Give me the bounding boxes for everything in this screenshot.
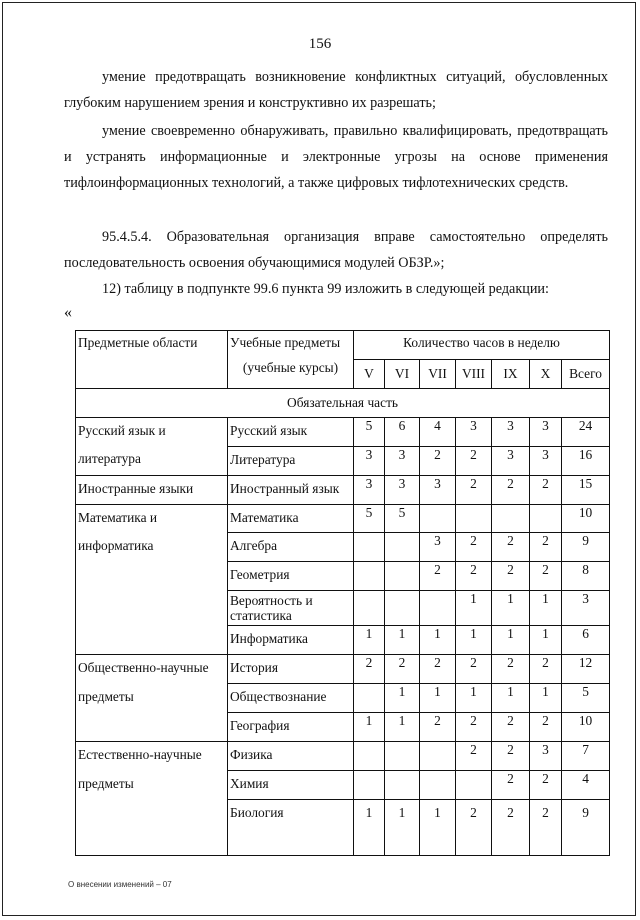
subject-cell: Иностранный язык (228, 475, 354, 504)
hours-cell: 3 (420, 475, 456, 504)
hours-cell: 2 (492, 799, 530, 855)
header-subjects-line2: (учебные курсы) (242, 360, 339, 375)
hours-cell: 1 (492, 626, 530, 655)
hours-cell (354, 533, 385, 562)
total-cell: 16 (562, 446, 610, 475)
subject-cell: Физика (228, 742, 354, 771)
hours-cell (385, 533, 420, 562)
hours-cell: 2 (530, 475, 562, 504)
grade-header: VII (420, 359, 456, 388)
hours-cell: 2 (385, 655, 420, 684)
area-foreign-languages: Иностранные языки (76, 475, 228, 504)
section-mandatory: Обязательная часть (76, 388, 610, 417)
hours-cell (420, 771, 456, 800)
hours-cell: 2 (530, 655, 562, 684)
subject-cell: Вероятность и статистика (228, 591, 354, 626)
table-row (76, 446, 610, 475)
total-cell: 9 (562, 533, 610, 562)
subject-cell: Химия (228, 771, 354, 800)
hours-cell: 1 (530, 684, 562, 713)
hours-cell: 2 (530, 533, 562, 562)
table-row (76, 626, 610, 655)
hours-cell: 3 (530, 742, 562, 771)
subject-cell: Обществознание (228, 684, 354, 713)
hours-cell: 3 (492, 446, 530, 475)
hours-cell: 2 (456, 533, 492, 562)
subject-cell: Информатика (228, 626, 354, 655)
hours-cell: 2 (420, 713, 456, 742)
hours-cell: 3 (385, 446, 420, 475)
hours-cell: 4 (420, 417, 456, 446)
total-cell: 15 (562, 475, 610, 504)
total-cell: 10 (562, 713, 610, 742)
total-cell: 24 (562, 417, 610, 446)
hours-cell: 2 (456, 799, 492, 855)
hours-cell (420, 504, 456, 533)
hours-cell (354, 742, 385, 771)
hours-cell: 1 (354, 626, 385, 655)
grade-header-total: Всего (562, 359, 610, 388)
hours-cell: 2 (456, 475, 492, 504)
hours-cell (354, 771, 385, 800)
hours-cell: 1 (456, 591, 492, 626)
table-row (76, 562, 610, 591)
hours-cell: 5 (354, 504, 385, 533)
header-subjects-line1: Учебные предметы (230, 335, 341, 350)
subject-cell: Алгебра (228, 533, 354, 562)
hours-cell: 2 (420, 446, 456, 475)
hours-cell (492, 504, 530, 533)
hours-cell: 3 (385, 475, 420, 504)
area-spacer (76, 626, 228, 655)
hours-cell: 2 (530, 771, 562, 800)
hours-cell (420, 591, 456, 626)
page-number: 156 (308, 36, 332, 52)
total-cell: 8 (562, 562, 610, 591)
hours-cell: 2 (456, 742, 492, 771)
area-spacer (76, 591, 228, 626)
hours-cell: 3 (530, 446, 562, 475)
grade-header: VIII (456, 359, 492, 388)
subject-cell: Биология (228, 799, 354, 855)
table-row (76, 504, 610, 533)
hours-cell: 1 (492, 591, 530, 626)
hours-cell: 3 (420, 533, 456, 562)
area-social: Общественно-научные (76, 655, 228, 684)
paragraph-threat-skills (64, 118, 608, 196)
hours-cell (385, 591, 420, 626)
hours-cell: 2 (530, 713, 562, 742)
hours-cell: 3 (492, 417, 530, 446)
hours-cell: 1 (354, 713, 385, 742)
hours-cell: 2 (492, 533, 530, 562)
subject-cell: Геометрия (228, 562, 354, 591)
hours-cell: 1 (492, 684, 530, 713)
area-math: Математика и (76, 504, 228, 533)
subject-cell: Математика (228, 504, 354, 533)
total-cell: 3 (562, 591, 610, 626)
hours-cell (385, 771, 420, 800)
hours-cell: 1 (385, 799, 420, 855)
grade-header: V (354, 359, 385, 388)
paragraph-item-12 (64, 276, 608, 302)
table-row (76, 591, 610, 626)
hours-cell: 1 (420, 684, 456, 713)
hours-cell: 2 (492, 742, 530, 771)
hours-cell: 1 (530, 591, 562, 626)
table-row (76, 475, 610, 504)
hours-cell: 1 (354, 799, 385, 855)
area-russian-cont: литература (76, 446, 228, 475)
total-cell: 10 (562, 504, 610, 533)
header-subjects (228, 331, 354, 389)
hours-cell: 3 (354, 446, 385, 475)
hours-cell (354, 684, 385, 713)
hours-cell (385, 562, 420, 591)
hours-cell (385, 742, 420, 771)
table-row (76, 655, 610, 684)
total-cell: 12 (562, 655, 610, 684)
hours-cell: 1 (420, 626, 456, 655)
hours-cell: 2 (492, 655, 530, 684)
curriculum-table (75, 330, 610, 856)
table-row (76, 799, 610, 855)
hours-cell: 2 (530, 562, 562, 591)
area-spacer (76, 562, 228, 591)
hours-cell: 6 (385, 417, 420, 446)
paragraph-text: 95.4.5.4. Образовательная организация вправе самостоятельно определять последовательность освоения обучающимися модулей ОБЗР.»; (64, 229, 608, 271)
area-science: Естественно-научные (76, 742, 228, 771)
header-hours: Количество часов в неделю (354, 331, 610, 360)
opening-quote: « (64, 304, 72, 321)
hours-cell (530, 504, 562, 533)
hours-cell: 3 (456, 417, 492, 446)
paragraph-text: умение предотвращать возникновение конфликтных ситуаций, обусловленных глубоким нарушением зрения и конструктивно их разрешать; (64, 69, 608, 111)
hours-cell: 1 (385, 713, 420, 742)
hours-cell: 1 (385, 684, 420, 713)
table-row (76, 533, 610, 562)
hours-cell: 2 (456, 446, 492, 475)
area-math-cont: информатика (76, 533, 228, 562)
paragraph-95-4-5-4 (64, 224, 608, 276)
area-science-cont: предметы (76, 771, 228, 800)
hours-cell: 3 (354, 475, 385, 504)
area-spacer (76, 799, 228, 855)
total-cell: 9 (562, 799, 610, 855)
paragraph-text: умение своевременно обнаруживать, правильно квалифицировать, предотвращать и устранять информационные и электронные угрозы на основе применения тифлоинформационных технологий, а также цифровых тифлотехнических средств. (64, 123, 608, 191)
table-row (76, 417, 610, 446)
area-social-cont: предметы (76, 684, 228, 713)
hours-cell (456, 504, 492, 533)
hours-cell: 2 (456, 562, 492, 591)
table-row (76, 684, 610, 713)
hours-cell: 2 (492, 713, 530, 742)
hours-cell: 2 (492, 771, 530, 800)
hours-cell: 2 (420, 562, 456, 591)
hours-cell: 5 (385, 504, 420, 533)
area-russian: Русский язык и (76, 417, 228, 446)
area-spacer (76, 713, 228, 742)
total-cell: 5 (562, 684, 610, 713)
total-cell: 7 (562, 742, 610, 771)
hours-cell: 1 (456, 684, 492, 713)
table-row (76, 713, 610, 742)
hours-cell: 1 (456, 626, 492, 655)
hours-cell: 2 (456, 655, 492, 684)
subject-cell: История (228, 655, 354, 684)
hours-cell: 2 (354, 655, 385, 684)
hours-cell (420, 742, 456, 771)
hours-cell: 2 (420, 655, 456, 684)
grade-header: X (530, 359, 562, 388)
grade-header: VI (385, 359, 420, 388)
subject-cell: Русский язык (228, 417, 354, 446)
header-areas: Предметные области (76, 331, 228, 389)
hours-cell: 2 (530, 799, 562, 855)
subject-cell: Литература (228, 446, 354, 475)
table-row (76, 742, 610, 771)
table-row (76, 771, 610, 800)
hours-cell (354, 562, 385, 591)
subject-cell: География (228, 713, 354, 742)
hours-cell: 1 (530, 626, 562, 655)
page-footer: О внесении изменений – 07 (68, 880, 172, 889)
hours-cell: 1 (385, 626, 420, 655)
total-cell: 4 (562, 771, 610, 800)
hours-cell (354, 591, 385, 626)
total-cell: 6 (562, 626, 610, 655)
hours-cell: 2 (456, 713, 492, 742)
hours-cell: 5 (354, 417, 385, 446)
hours-cell: 2 (492, 475, 530, 504)
grade-header: IX (492, 359, 530, 388)
paragraph-text: 12) таблицу в подпункте 99.6 пункта 99 изложить в следующей редакции: (102, 281, 549, 297)
hours-cell: 2 (492, 562, 530, 591)
hours-cell: 1 (420, 799, 456, 855)
paragraph-conflict-skills (64, 64, 608, 116)
hours-cell (456, 771, 492, 800)
hours-cell: 3 (530, 417, 562, 446)
